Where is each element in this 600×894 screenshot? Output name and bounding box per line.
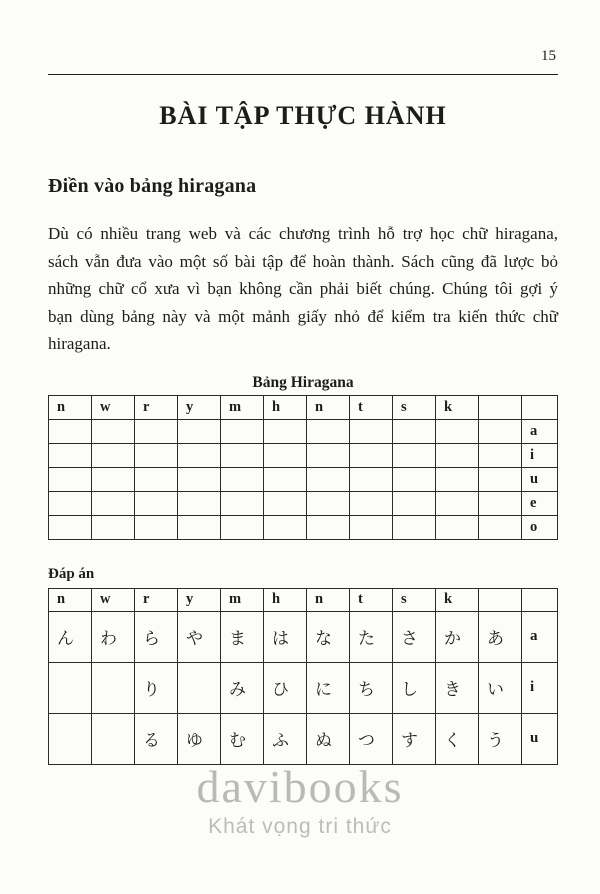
practice-blank-cell bbox=[92, 491, 135, 515]
practice-blank-cell bbox=[92, 467, 135, 491]
answer-kana-cell: か bbox=[436, 611, 479, 662]
answer-kana-cell: ひ bbox=[264, 662, 307, 713]
practice-blank-cell bbox=[135, 419, 178, 443]
practice-blank-cell bbox=[135, 515, 178, 539]
practice-header-cell bbox=[479, 395, 522, 419]
answer-kana-cell: し bbox=[393, 662, 436, 713]
practice-blank-cell bbox=[350, 419, 393, 443]
answer-vowel-label: u bbox=[522, 713, 558, 764]
answer-header-cell: n bbox=[307, 588, 350, 611]
practice-blank-cell bbox=[49, 515, 92, 539]
practice-blank-cell bbox=[92, 443, 135, 467]
practice-header-cell: k bbox=[436, 395, 479, 419]
answer-header-cell: n bbox=[49, 588, 92, 611]
practice-header-cell: r bbox=[135, 395, 178, 419]
practice-blank-cell bbox=[264, 491, 307, 515]
answer-kana-cell bbox=[92, 713, 135, 764]
practice-row-a bbox=[49, 419, 558, 443]
practice-blank-cell bbox=[264, 515, 307, 539]
answer-kana-cell: や bbox=[178, 611, 221, 662]
answer-vowel-label: i bbox=[522, 662, 558, 713]
practice-row-u bbox=[49, 467, 558, 491]
practice-vowel-label: e bbox=[522, 491, 558, 515]
practice-header-cell: h bbox=[264, 395, 307, 419]
answer-table bbox=[48, 588, 558, 765]
watermark-slogan: Khát vọng tri thức bbox=[208, 815, 392, 838]
answer-row-i bbox=[49, 662, 558, 713]
practice-header-cell: y bbox=[178, 395, 221, 419]
answer-kana-cell: す bbox=[393, 713, 436, 764]
answer-kana-cell: く bbox=[436, 713, 479, 764]
practice-blank-cell bbox=[221, 443, 264, 467]
practice-blank-cell bbox=[221, 491, 264, 515]
practice-blank-cell bbox=[307, 443, 350, 467]
practice-blank-cell bbox=[178, 515, 221, 539]
answer-kana-cell: ら bbox=[135, 611, 178, 662]
practice-blank-cell bbox=[350, 467, 393, 491]
practice-blank-cell bbox=[479, 467, 522, 491]
answer-kana-cell: さ bbox=[393, 611, 436, 662]
answer-kana-cell: ゆ bbox=[178, 713, 221, 764]
practice-blank-cell bbox=[393, 515, 436, 539]
section-heading: Điền vào bảng hiragana bbox=[48, 175, 257, 197]
answer-kana-cell: は bbox=[264, 611, 307, 662]
practice-blank-cell bbox=[178, 491, 221, 515]
practice-table bbox=[48, 395, 558, 540]
answer-header-cell: k bbox=[436, 588, 479, 611]
page-title: BÀI TẬP THỰC HÀNH bbox=[159, 101, 447, 130]
answer-kana-cell: ふ bbox=[264, 713, 307, 764]
answer-kana-cell: き bbox=[436, 662, 479, 713]
answer-header-cell: m bbox=[221, 588, 264, 611]
answer-kana-cell: う bbox=[479, 713, 522, 764]
practice-blank-cell bbox=[307, 419, 350, 443]
answer-header-cell: s bbox=[393, 588, 436, 611]
practice-blank-cell bbox=[436, 443, 479, 467]
answer-table-caption: Đáp án bbox=[48, 565, 95, 582]
practice-blank-cell bbox=[307, 515, 350, 539]
practice-blank-cell bbox=[264, 419, 307, 443]
answer-header-cell: y bbox=[178, 588, 221, 611]
practice-blank-cell bbox=[350, 515, 393, 539]
answer-kana-cell: わ bbox=[92, 611, 135, 662]
practice-table-caption: Bảng Hiragana bbox=[252, 373, 354, 391]
practice-vowel-label: i bbox=[522, 443, 558, 467]
practice-blank-cell bbox=[393, 419, 436, 443]
practice-header-cell: w bbox=[92, 395, 135, 419]
practice-header-cell: n bbox=[307, 395, 350, 419]
practice-blank-cell bbox=[221, 515, 264, 539]
practice-blank-cell bbox=[479, 419, 522, 443]
answer-header-cell: t bbox=[350, 588, 393, 611]
answer-header-row bbox=[49, 588, 558, 611]
answer-header-cell: r bbox=[135, 588, 178, 611]
answer-vowel-label: a bbox=[522, 611, 558, 662]
practice-blank-cell bbox=[178, 419, 221, 443]
answer-header-cell: w bbox=[92, 588, 135, 611]
answer-kana-cell: あ bbox=[479, 611, 522, 662]
practice-blank-cell bbox=[436, 419, 479, 443]
practice-header-cell: s bbox=[393, 395, 436, 419]
practice-blank-cell bbox=[436, 467, 479, 491]
practice-row-e bbox=[49, 491, 558, 515]
practice-header-cell: m bbox=[221, 395, 264, 419]
answer-kana-cell: り bbox=[135, 662, 178, 713]
practice-blank-cell bbox=[393, 467, 436, 491]
practice-blank-cell bbox=[49, 467, 92, 491]
answer-kana-cell bbox=[49, 713, 92, 764]
practice-blank-cell bbox=[479, 515, 522, 539]
header-rule bbox=[48, 74, 558, 75]
practice-blank-cell bbox=[178, 467, 221, 491]
practice-row-o bbox=[49, 515, 558, 539]
practice-blank-cell bbox=[49, 419, 92, 443]
answer-kana-cell: み bbox=[221, 662, 264, 713]
practice-blank-cell bbox=[178, 443, 221, 467]
practice-blank-cell bbox=[307, 491, 350, 515]
practice-blank-cell bbox=[92, 419, 135, 443]
practice-blank-cell bbox=[135, 443, 178, 467]
practice-header-cell bbox=[522, 395, 558, 419]
practice-blank-cell bbox=[350, 443, 393, 467]
practice-blank-cell bbox=[350, 491, 393, 515]
practice-blank-cell bbox=[135, 491, 178, 515]
practice-vowel-label: a bbox=[522, 419, 558, 443]
answer-header-cell bbox=[479, 588, 522, 611]
answer-kana-cell bbox=[178, 662, 221, 713]
practice-header-cell: n bbox=[49, 395, 92, 419]
practice-blank-cell bbox=[393, 491, 436, 515]
practice-blank-cell bbox=[479, 443, 522, 467]
answer-kana-cell: る bbox=[135, 713, 178, 764]
practice-header-row bbox=[49, 395, 558, 419]
answer-kana-cell: な bbox=[307, 611, 350, 662]
practice-blank-cell bbox=[479, 491, 522, 515]
watermark-logo-text: davibooks bbox=[196, 761, 404, 812]
page-number: 15 bbox=[541, 48, 556, 64]
practice-vowel-label: u bbox=[522, 467, 558, 491]
practice-blank-cell bbox=[307, 467, 350, 491]
answer-kana-cell: ま bbox=[221, 611, 264, 662]
practice-blank-cell bbox=[264, 443, 307, 467]
answer-row-u bbox=[49, 713, 558, 764]
intro-paragraph: Dù có nhiều trang web và các chương trình hỗ trợ học chữ hiragana, sách vẫn đưa vào một số bài tập để hoàn thành. Sách cũng đã lược bỏ những chữ cổ xưa vì bạn không cần phải biết chúng. Chúng tôi gợi ý bạn dùng bảng này và một mảnh giấy nhỏ để kiểm tra kiến thức chữ hiragana. bbox=[48, 224, 558, 354]
practice-blank-cell bbox=[221, 419, 264, 443]
answer-kana-cell bbox=[92, 662, 135, 713]
practice-blank-cell bbox=[49, 491, 92, 515]
answer-kana-cell: い bbox=[479, 662, 522, 713]
practice-blank-cell bbox=[135, 467, 178, 491]
answer-row-a bbox=[49, 611, 558, 662]
answer-kana-cell: ぬ bbox=[307, 713, 350, 764]
answer-kana-cell: ち bbox=[350, 662, 393, 713]
practice-header-cell: t bbox=[350, 395, 393, 419]
answer-header-cell bbox=[522, 588, 558, 611]
answer-kana-cell: つ bbox=[350, 713, 393, 764]
answer-kana-cell: に bbox=[307, 662, 350, 713]
practice-blank-cell bbox=[221, 467, 264, 491]
answer-header-cell: h bbox=[264, 588, 307, 611]
practice-blank-cell bbox=[436, 491, 479, 515]
practice-blank-cell bbox=[92, 515, 135, 539]
practice-blank-cell bbox=[393, 443, 436, 467]
practice-blank-cell bbox=[436, 515, 479, 539]
practice-blank-cell bbox=[49, 443, 92, 467]
practice-blank-cell bbox=[264, 467, 307, 491]
answer-kana-cell: ん bbox=[49, 611, 92, 662]
answer-kana-cell: む bbox=[221, 713, 264, 764]
practice-row-i bbox=[49, 443, 558, 467]
answer-kana-cell bbox=[49, 662, 92, 713]
practice-vowel-label: o bbox=[522, 515, 558, 539]
answer-kana-cell: た bbox=[350, 611, 393, 662]
